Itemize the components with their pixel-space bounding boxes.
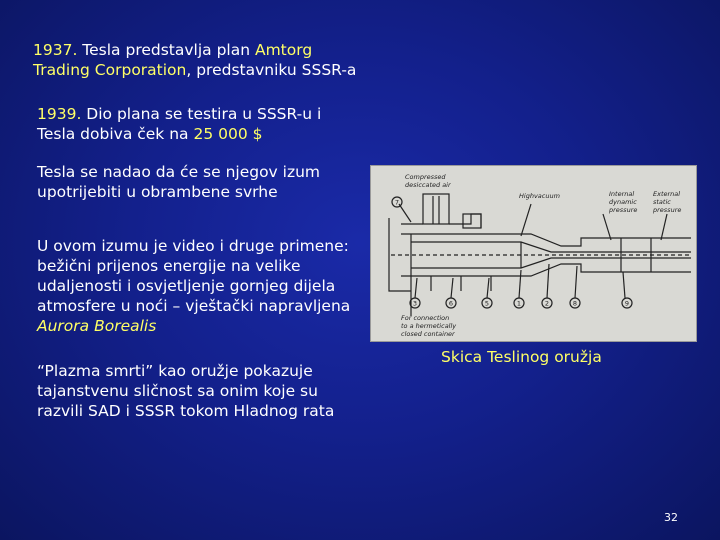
text-line: atmosfere u noći – vještački napravljena bbox=[37, 297, 351, 315]
figure-caption: Skica Teslinog oružja bbox=[441, 348, 602, 366]
text-line: bežični prijenos energije na velike bbox=[37, 257, 301, 275]
tube-lower bbox=[401, 264, 691, 276]
label-static: static bbox=[653, 198, 671, 206]
tube-upper bbox=[401, 234, 691, 246]
number-2: 2 bbox=[544, 299, 550, 308]
label-external: External bbox=[653, 190, 681, 198]
label-pressure-external: pressure bbox=[653, 206, 682, 214]
text-span: , predstavniku SSSR-a bbox=[186, 61, 357, 79]
label-dynamic: dynamic bbox=[609, 198, 637, 206]
text-line: “Plazma smrti” kao oružje pokazuje bbox=[37, 362, 313, 380]
number-6: 6 bbox=[448, 299, 454, 308]
paragraph-amtorg bbox=[33, 40, 356, 80]
highlight-amount: 25 000 $ bbox=[193, 125, 263, 143]
text-span: Tesla predstavlja plan bbox=[77, 41, 255, 59]
paragraph-1939-test bbox=[37, 104, 321, 144]
aurora-borealis-text: Aurora Borealis bbox=[37, 317, 157, 335]
label-compressed: Compressed bbox=[405, 173, 446, 181]
text-line: Tesla se nadao da će se njegov izum bbox=[37, 163, 321, 181]
text-line bbox=[33, 60, 356, 80]
text-span: Dio plana se testira u SSSR-u i bbox=[81, 105, 322, 123]
label-internal: Internal bbox=[609, 190, 635, 198]
number-3: 3 bbox=[412, 299, 418, 308]
highlight-trading-corporation: Trading Corporation bbox=[33, 61, 187, 79]
weapon-sketch-drawing bbox=[371, 166, 696, 341]
label-desiccated-air: desiccated air bbox=[405, 181, 451, 189]
text-line: razvili SAD i SSSR tokom Hladnog rata bbox=[37, 402, 335, 420]
label-to-hermetically: to a hermetically bbox=[401, 322, 457, 330]
number-9: 9 bbox=[624, 299, 630, 308]
paragraph-applications bbox=[37, 236, 350, 336]
highlight-amtorg: Amtorg bbox=[254, 41, 313, 59]
year-1939: 1939. bbox=[37, 105, 82, 123]
number-7: 7 bbox=[394, 198, 400, 207]
number-5: 5 bbox=[484, 299, 490, 308]
label-highvacuum: Highvacuum bbox=[519, 192, 560, 200]
text-line: udaljenosti i osvjetljenje gornjeg dijela bbox=[37, 277, 336, 295]
text-line: tajanstvenu sličnost sa onim koje su bbox=[37, 382, 318, 400]
text-line: U ovom izumu je video i druge primene: bbox=[37, 237, 349, 255]
label-for-connection: For connection bbox=[401, 314, 450, 322]
weapon-sketch-figure bbox=[370, 165, 697, 342]
text-line bbox=[37, 104, 321, 124]
paragraph-death-ray bbox=[37, 361, 334, 421]
paragraph-defense bbox=[37, 162, 320, 202]
number-8: 8 bbox=[572, 299, 578, 308]
page-number: 32 bbox=[664, 511, 678, 524]
text-span: Tesla dobiva ček na bbox=[37, 125, 194, 143]
text-line bbox=[37, 124, 321, 144]
label-pressure-internal: pressure bbox=[609, 206, 638, 214]
text-line bbox=[33, 40, 356, 60]
air-inlet-shape bbox=[423, 194, 449, 224]
year-1937: 1937. bbox=[33, 41, 78, 59]
text-line: upotrijebiti u obrambene svrhe bbox=[37, 183, 278, 201]
number-1: 1 bbox=[516, 299, 522, 308]
label-closed-container: closed container bbox=[401, 330, 455, 338]
